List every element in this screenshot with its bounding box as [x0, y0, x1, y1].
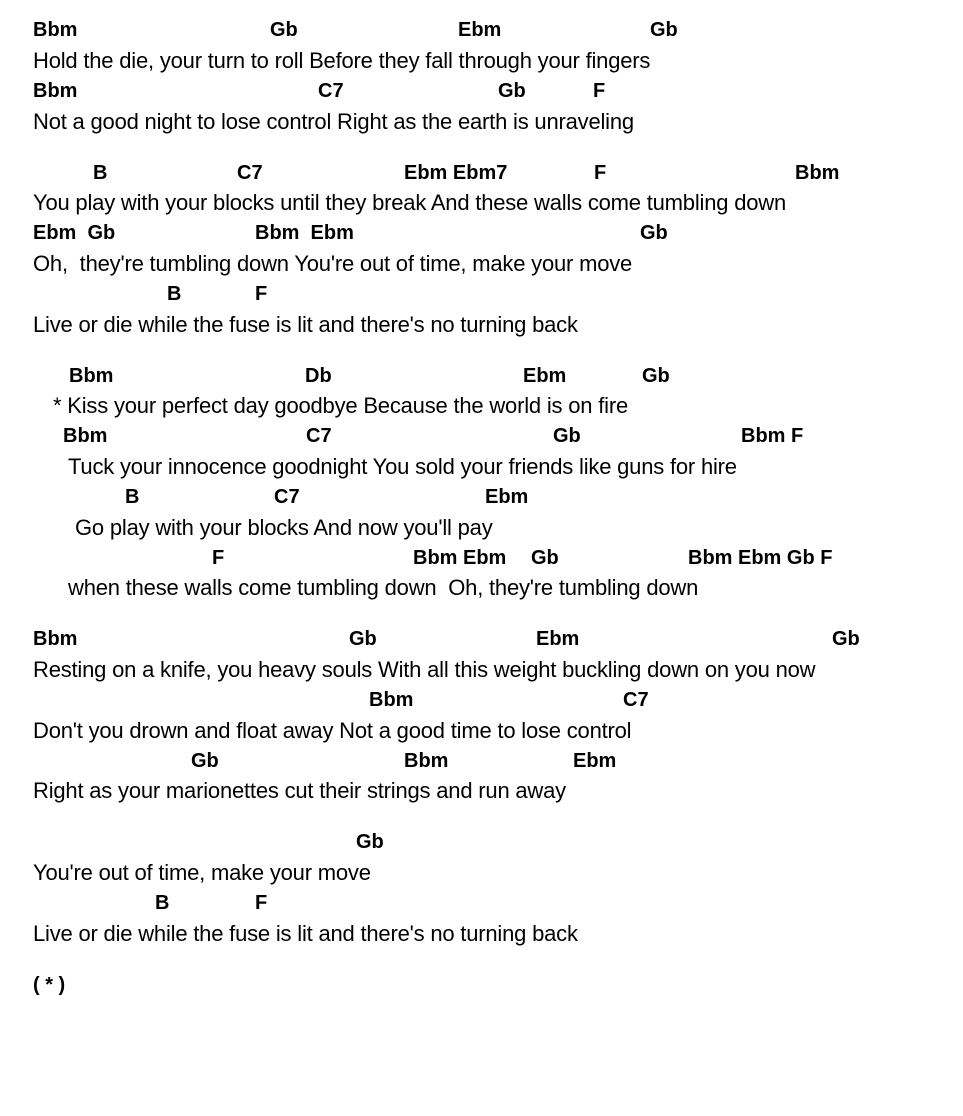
lyric-line	[0, 108, 963, 138]
chord: Ebm	[523, 365, 567, 387]
chord: F	[594, 162, 607, 184]
chord-line	[0, 18, 963, 48]
chord: F	[212, 547, 225, 569]
chord: Gb	[356, 831, 384, 853]
chord: Ebm	[485, 486, 529, 508]
lyric-line	[0, 189, 963, 219]
lyric-text: Live or die while the fuse is lit and there's no turning back	[33, 312, 578, 337]
chord-line	[0, 485, 963, 515]
chord-line	[0, 282, 963, 312]
chord: C7	[237, 162, 263, 184]
lyric-text: Tuck your innocence goodnight You sold your friends like guns for hire	[68, 454, 737, 479]
chord: Bbm	[369, 689, 414, 711]
chord: Bbm	[33, 19, 78, 41]
lyric-text: Go play with your blocks And now you'll pay	[75, 515, 493, 540]
chord: Ebm	[573, 750, 617, 772]
lyric-text: Live or die while the fuse is lit and there's no turning back	[33, 921, 578, 946]
chord: Gb	[191, 750, 219, 772]
chord-line	[0, 891, 963, 921]
chord: B	[155, 892, 170, 914]
chord: Ebm Ebm7	[404, 162, 508, 184]
chord-line	[0, 364, 963, 394]
chord-line	[0, 627, 963, 657]
chord: Ebm	[458, 19, 502, 41]
lyric-text: Right as your marionettes cut their strings and run away	[33, 778, 566, 803]
lyric-line	[0, 311, 963, 341]
chord: C7	[306, 425, 332, 447]
chord: Gb	[498, 80, 526, 102]
chord: Bbm Ebm	[413, 547, 507, 569]
chord: Bbm	[63, 425, 108, 447]
lyric-text: Don't you drown and float away Not a good time to lose control	[33, 718, 632, 743]
chord: Bbm	[33, 628, 78, 650]
lyric-line	[0, 920, 963, 950]
lyric-text: You play with your blocks until they break And these walls come tumbling down	[33, 190, 786, 215]
chord: Gb	[650, 19, 678, 41]
repeat-chorus-marker: ( * )	[33, 974, 66, 996]
chord: F	[593, 80, 606, 102]
lyric-line	[0, 859, 963, 889]
lyric-line	[0, 392, 963, 422]
chord: Gb	[349, 628, 377, 650]
chord: Bbm F	[741, 425, 804, 447]
chord: B	[167, 283, 182, 305]
chord: Gb	[270, 19, 298, 41]
chord: F	[255, 892, 268, 914]
chord-line	[0, 546, 963, 576]
chord-line	[0, 161, 963, 191]
chord: B	[125, 486, 140, 508]
chord-line	[0, 830, 963, 860]
lyric-text: Oh, they're tumbling down You're out of time, make your move	[33, 251, 633, 276]
lyric-line	[0, 777, 963, 807]
lyric-text: * Kiss your perfect day goodbye Because the world is on fire	[53, 393, 628, 418]
chord: Bbm Ebm Gb F	[688, 547, 833, 569]
chord: Db	[305, 365, 332, 387]
chord: Gb	[640, 222, 668, 244]
chord: Ebm Gb	[33, 222, 116, 244]
chord: C7	[623, 689, 649, 711]
chord-line	[0, 221, 963, 251]
chord: Gb	[531, 547, 559, 569]
lyric-text: Hold the die, your turn to roll Before they fall through your fingers	[33, 48, 651, 73]
chord: Bbm	[404, 750, 449, 772]
chord: Bbm	[795, 162, 840, 184]
chord-line	[0, 749, 963, 779]
chord: Ebm	[536, 628, 580, 650]
chord: B	[93, 162, 108, 184]
chord: Gb	[553, 425, 581, 447]
lyric-line	[0, 250, 963, 280]
chord: Bbm	[69, 365, 114, 387]
lyric-line	[0, 717, 963, 747]
lyric-line	[0, 656, 963, 686]
chord-line	[0, 688, 963, 718]
lyric-text: Not a good night to lose control Right as the earth is unraveling	[33, 109, 634, 134]
lyric-text: when these walls come tumbling down Oh, they're tumbling down	[68, 575, 699, 600]
chord-line	[0, 424, 963, 454]
chord: C7	[318, 80, 344, 102]
chord: C7	[274, 486, 300, 508]
chord: Gb	[642, 365, 670, 387]
lyric-line	[0, 47, 963, 77]
lyric-text: You're out of time, make your move	[33, 860, 371, 885]
chord: Gb	[832, 628, 860, 650]
chord: Bbm	[33, 80, 78, 102]
chord: Bbm Ebm	[255, 222, 354, 244]
lyric-line	[0, 514, 963, 544]
lyric-text: Resting on a knife, you heavy souls With all this weight buckling down on you now	[33, 657, 816, 682]
lyric-line	[0, 453, 963, 483]
chord: F	[255, 283, 268, 305]
chord-line	[0, 79, 963, 109]
lyric-line	[0, 574, 963, 604]
